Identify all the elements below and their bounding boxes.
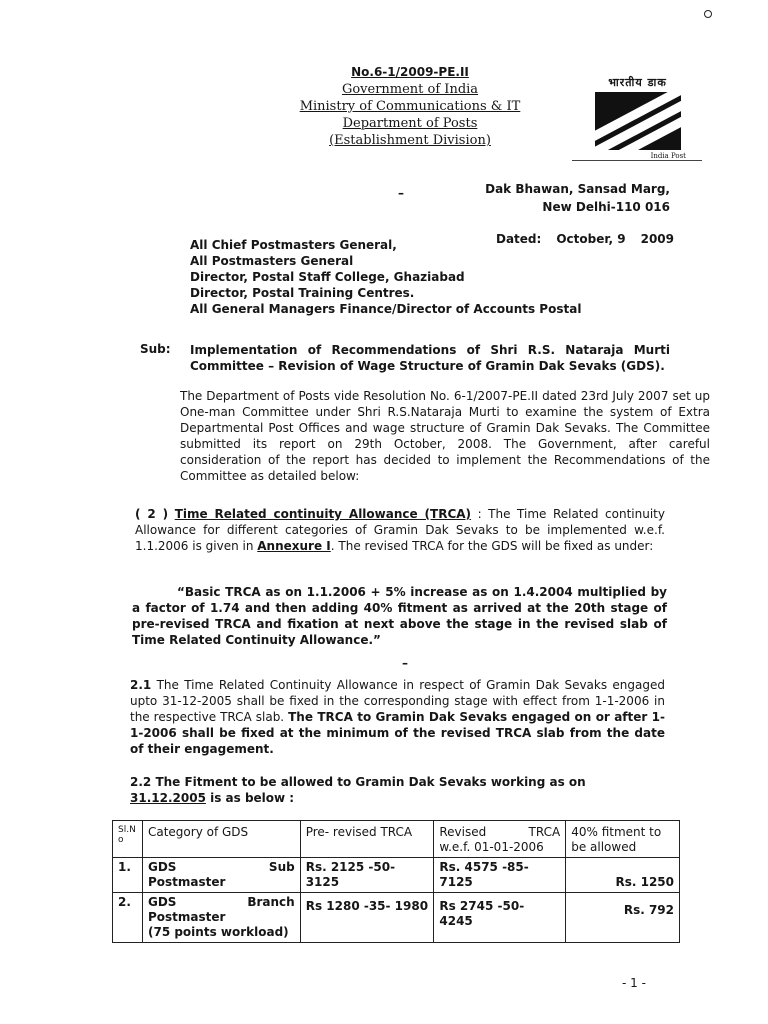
recipient-item: Director, Postal Staff College, Ghaziabad bbox=[190, 270, 465, 284]
para2-number: ( 2 ) bbox=[135, 507, 169, 521]
annexure-reference: Annexure I bbox=[257, 539, 331, 553]
category-part: GDS bbox=[147, 860, 177, 874]
address-line-2: New Delhi-110 016 bbox=[542, 200, 670, 214]
header-revised bbox=[434, 821, 566, 858]
corner-mark bbox=[704, 10, 712, 18]
recipient-item: All General Managers Finance/Director of Accounts Postal bbox=[190, 302, 582, 316]
address-line-1: Dak Bhawan, Sansad Marg, bbox=[485, 182, 670, 196]
fitment-table bbox=[112, 820, 680, 943]
para22-number: 2.2 bbox=[130, 775, 152, 789]
header-fitment: 40% fitment to be allowed bbox=[566, 821, 680, 858]
header-sl-no: Sl.N o bbox=[113, 821, 143, 858]
category-part: Sub bbox=[268, 860, 295, 874]
header-line-department: Department of Posts bbox=[342, 116, 478, 131]
paragraph-2 bbox=[135, 506, 665, 554]
category-part: (75 points workload) bbox=[147, 925, 289, 939]
row-category bbox=[142, 858, 300, 893]
trca-formula-quote: “Basic TRCA as on 1.1.2006 + 5% increase as on 1.4.2004 multiplied by a factor of 1.74 and then adding 40% fitment as arrived at the 20th stage of pre-revised TRCA and fixation at next above the stage in the revised slab of Time Related Continuity Allowance.” bbox=[132, 585, 667, 647]
dash-mark: – bbox=[398, 186, 404, 200]
header-line-division: (Establishment Division) bbox=[329, 133, 491, 148]
row-revised: Rs. 4575 -85- 7125 bbox=[434, 858, 566, 893]
dash-mark: – bbox=[402, 656, 408, 670]
header-line-ministry: Ministry of Communications & IT bbox=[299, 99, 521, 114]
header-line-government: Government of India bbox=[341, 82, 479, 97]
para22-date: 31.12.2005 bbox=[130, 791, 206, 805]
table-header-row bbox=[113, 821, 680, 858]
category-part: Postmaster bbox=[147, 910, 226, 924]
row-fitment: Rs. 792 bbox=[566, 893, 680, 943]
office-address bbox=[470, 180, 670, 216]
paragraph-2-1 bbox=[130, 677, 665, 757]
para2-title: Time Related continuity Allowance (TRCA) bbox=[174, 507, 472, 521]
row-pre-revised: Rs. 2125 -50- 3125 bbox=[300, 858, 434, 893]
para21-text-b: The TRCA to Gramin Dak Sevaks engaged on or after 1-1-2006 shall be fixed at the minimum of the revised TRCA slab from the date of their engagement. bbox=[130, 710, 665, 756]
page-number: - 1 - bbox=[622, 976, 646, 990]
logo-english-text: India Post bbox=[650, 152, 686, 160]
recipient-item: Director, Postal Training Centres. bbox=[190, 286, 415, 300]
subject-text: Implementation of Recommendations of Shri R.S. Nataraja Murti Committee – Revision of Wage Structure of Gramin Dak Sevaks (GDS). bbox=[190, 343, 670, 373]
subject-label: Sub: bbox=[140, 342, 171, 356]
row-fitment: Rs. 1250 bbox=[566, 858, 680, 893]
para2-text-b: . The revised TRCA for the GDS will be fixed as under: bbox=[330, 539, 654, 553]
paragraph-intro: The Department of Posts vide Resolution No. 6-1/2007-PE.II dated 23rd July 2007 set up One-man Committee under Shri R.S.Nataraja Murti to examine the system of Extra Departmental Post Offices and wage structure of Gramin Dak Sevaks. The Committee submitted its report on 29th October, 2008. The Government, after careful consideration of the report has decided to implement the Recommendations of the Committee as detailed below: bbox=[180, 389, 710, 483]
para2-text-a: : The Time Related continuity Allowance for different categories of Gramin Dak Sevaks to be implemented w.e.f. 1.1.2006 is given in bbox=[135, 507, 665, 553]
table-row bbox=[113, 893, 680, 943]
letter-header bbox=[290, 64, 530, 149]
header-revised-b: TRCA bbox=[528, 825, 561, 839]
recipient-item: All Chief Postmasters General, bbox=[190, 238, 397, 252]
row-category bbox=[142, 893, 300, 943]
header-revised-date: w.e.f. 01-01-2006 bbox=[439, 840, 544, 854]
dated-year: 2009 bbox=[640, 232, 674, 246]
para22-text-a: The Fitment to be allowed to Gramin Dak Sevaks working as on bbox=[151, 775, 586, 789]
row-revised: Rs 2745 -50- 4245 bbox=[434, 893, 566, 943]
row-pre-revised: Rs 1280 -35- 1980 bbox=[300, 893, 434, 943]
recipient-list bbox=[190, 237, 610, 317]
para21-text-a: The Time Related Continuity Allowance in respect of Gramin Dak Sevaks engaged upto 31-12-2005 shall be fixed in the corresponding stage with effect from 1-1-2006 in the respective TRCA slab. bbox=[130, 678, 665, 724]
para22-text-b: is as below : bbox=[205, 791, 295, 805]
header-pre-revised: Pre- revised TRCA bbox=[300, 821, 434, 858]
para21-number: 2.1 bbox=[130, 678, 152, 692]
paragraph-2-2 bbox=[130, 774, 650, 806]
row-sl: 2. bbox=[113, 893, 143, 943]
category-part: Postmaster bbox=[147, 875, 226, 889]
recipient-item: All Postmasters General bbox=[190, 254, 354, 268]
logo-hindi-text: भारतीय डाक bbox=[608, 76, 667, 89]
india-post-logo bbox=[585, 75, 690, 160]
logo-underline bbox=[572, 160, 702, 161]
header-category: Category of GDS bbox=[142, 821, 300, 858]
dated-label: Dated: bbox=[496, 232, 542, 246]
header-revised-a: Revised bbox=[439, 825, 487, 839]
category-part: GDS bbox=[147, 895, 177, 909]
logo-emblem-icon bbox=[595, 92, 681, 150]
row-sl: 1. bbox=[113, 858, 143, 893]
dated-value: October, 9 bbox=[556, 232, 626, 246]
file-number: No.6-1/2009-PE.II bbox=[351, 65, 469, 79]
table-row bbox=[113, 858, 680, 893]
category-part: Branch bbox=[247, 895, 295, 909]
